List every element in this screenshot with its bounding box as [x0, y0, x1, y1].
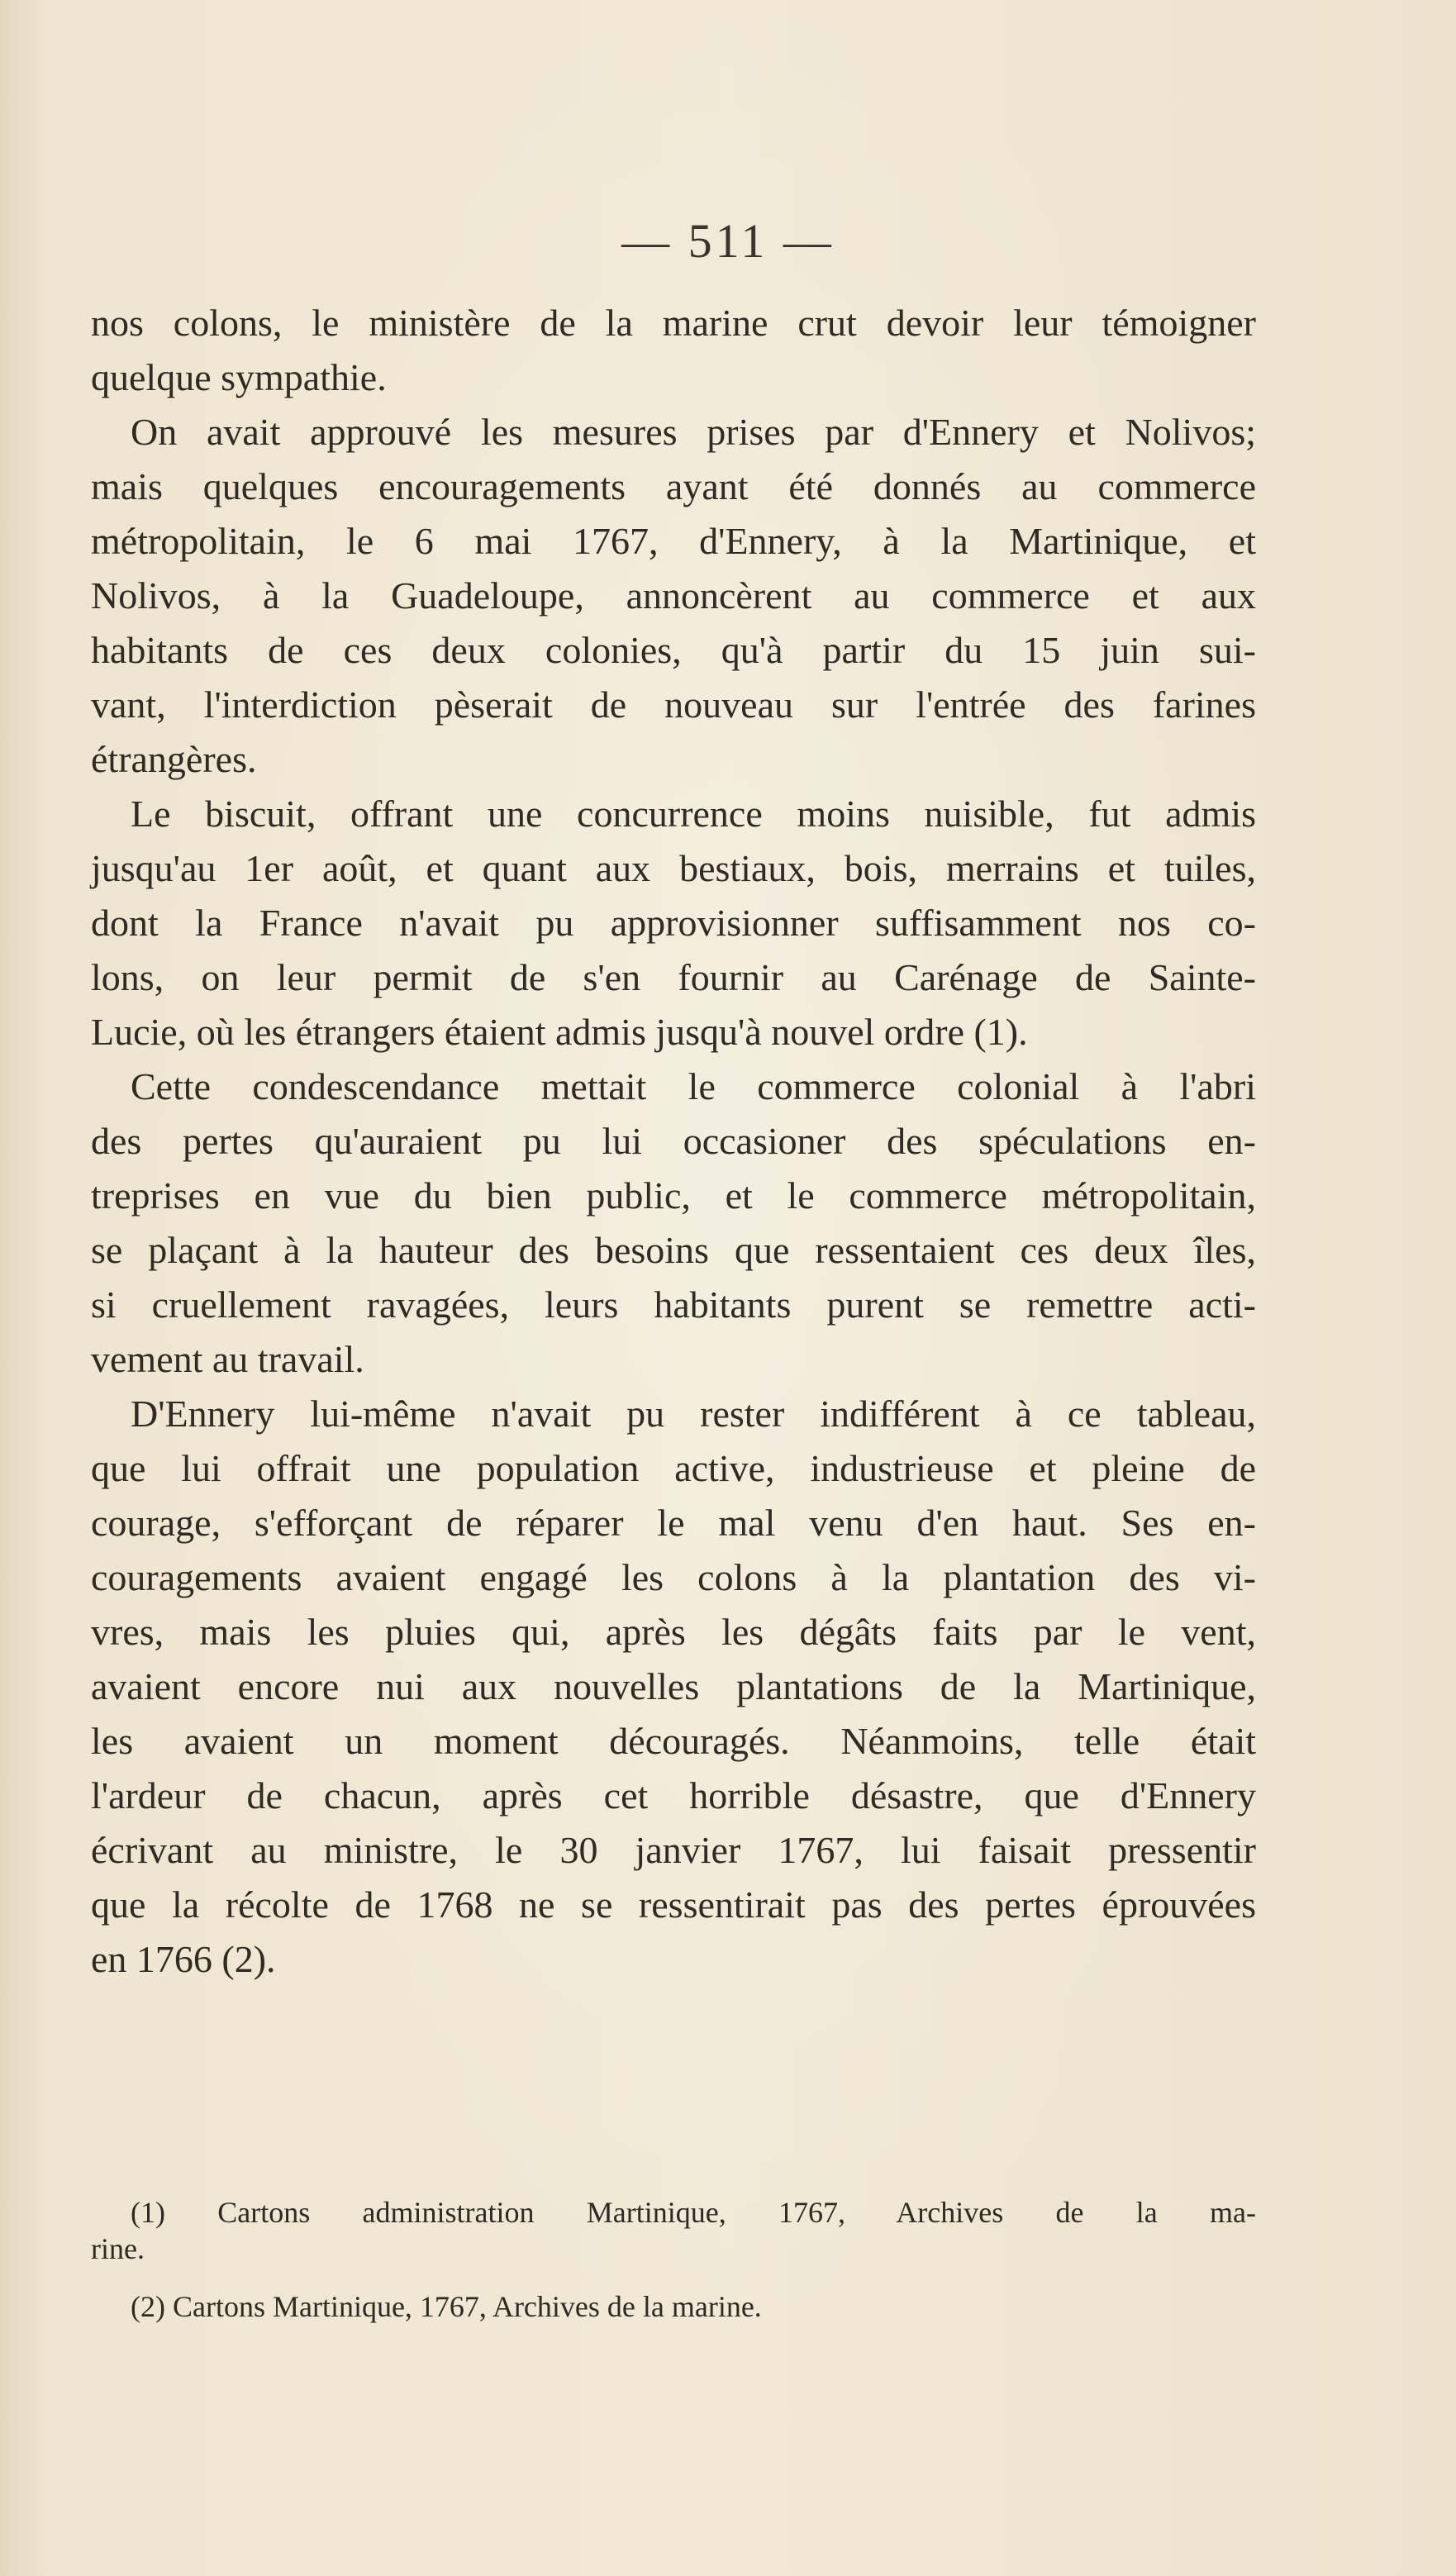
text-line: D'Ennery lui-même n'avait pu rester indifférent à ce tableau, [131, 1393, 1256, 1435]
text-line: Nolivos, à la Guadeloupe, annoncèrent au commerce et aux [91, 574, 1256, 617]
footnote-line: (1) Cartons administration Martinique, 1767, Archives de la ma- [131, 2196, 1256, 2229]
text-line: Le biscuit, offrant une concurrence moins nuisible, fut admis [131, 793, 1256, 835]
text-line: treprises en vue du bien public, et le commerce métropolitain, [91, 1174, 1256, 1217]
text-line: lons, on leur permit de s'en fournir au Carénage de Sainte- [91, 956, 1256, 998]
text-line: Cette condescendance mettait le commerce colonial à l'abri [131, 1065, 1256, 1107]
text-line: quelque sympathie. [91, 356, 387, 398]
text-line: des pertes qu'auraient pu lui occasioner des spéculations en- [91, 1120, 1256, 1162]
text-line: avaient encore nui aux nouvelles plantations de la Martinique, [91, 1665, 1256, 1707]
page-number: — 511 — [621, 214, 835, 268]
text-line: l'ardeur de chacun, après cet horrible désastre, que d'Ennery [91, 1774, 1256, 1817]
text-line: que la récolte de 1768 ne se ressentirait pas des pertes éprouvées [91, 1883, 1256, 1926]
text-line: si cruellement ravagées, leurs habitants purent se remettre acti- [91, 1283, 1256, 1326]
footnote-spacer [91, 2267, 1256, 2288]
text-line: courage, s'efforçant de réparer le mal venu d'en haut. Ses en- [91, 1502, 1256, 1544]
text-line: habitants de ces deux colonies, qu'à partir du 15 juin sui- [91, 629, 1256, 671]
text-line: dont la France n'avait pu approvisionner suffisamment nos co- [91, 902, 1256, 944]
text-line: vres, mais les pluies qui, après les dégâts faits par le vent, [91, 1611, 1256, 1653]
text-line: les avaient un moment découragés. Néanmoins, telle était [91, 1720, 1256, 1762]
text-line: Lucie, où les étrangers étaient admis jusqu'à nouvel ordre (1). [91, 1011, 1028, 1053]
text-line: se plaçant à la hauteur des besoins que ressentaient ces deux îles, [91, 1229, 1256, 1271]
text-line: couragements avaient engagé les colons à la plantation des vi- [91, 1556, 1256, 1598]
text-line: On avait approuvé les mesures prises par d'Ennery et Nolivos; [131, 411, 1256, 453]
text-line: en 1766 (2). [91, 1938, 276, 1980]
footnotes [91, 2194, 1256, 2325]
text-line: que lui offrait une population active, industrieuse et pleine de [91, 1447, 1256, 1489]
body-text [91, 296, 1256, 1987]
text-line: jusqu'au 1er août, et quant aux bestiaux, bois, merrains et tuiles, [91, 847, 1256, 889]
text-line: métropolitain, le 6 mai 1767, d'Ennery, à la Martinique, et [91, 520, 1256, 562]
text-line: vant, l'interdiction pèserait de nouveau sur l'entrée des farines [91, 683, 1256, 726]
text-line: étrangères. [91, 738, 257, 780]
text-line: mais quelques encouragements ayant été donnés au commerce [91, 465, 1256, 507]
text-line: écrivant au ministre, le 30 janvier 1767, lui faisait pressentir [91, 1829, 1256, 1871]
footnote-line: (2) Cartons Martinique, 1767, Archives de la marine. [131, 2290, 762, 2323]
text-line: nos colons, le ministère de la marine crut devoir leur témoigner [91, 302, 1256, 344]
footnote-line: rine. [91, 2232, 145, 2265]
text-line: vement au travail. [91, 1338, 364, 1380]
